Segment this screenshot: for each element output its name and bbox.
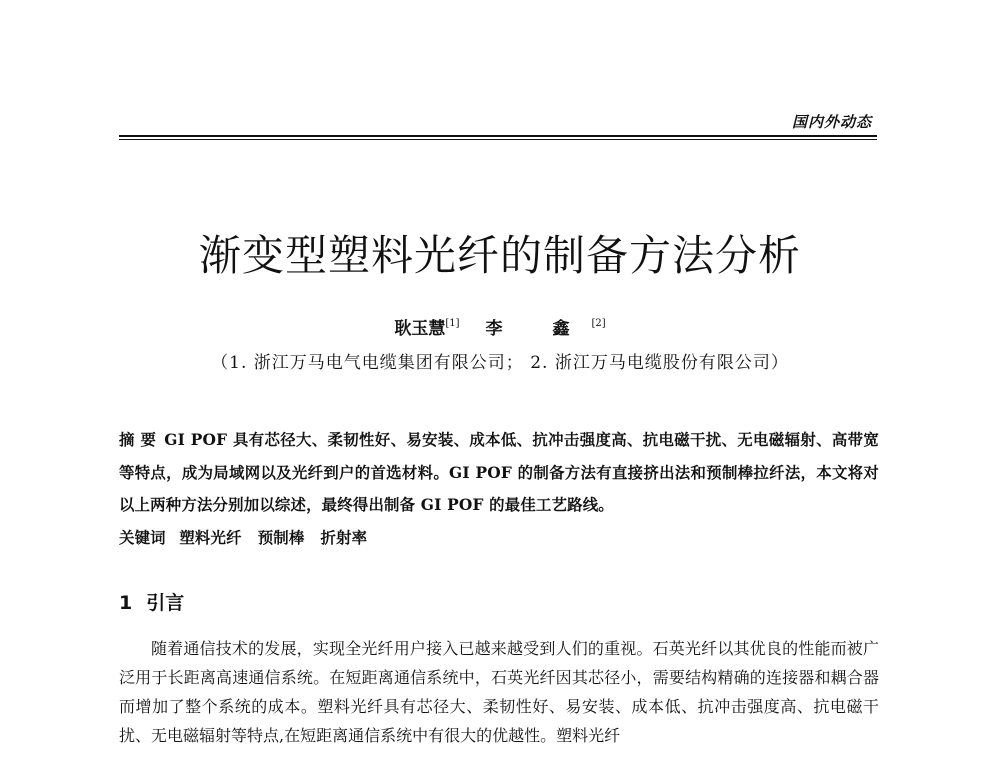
keyword: 预制棒 xyxy=(257,528,305,547)
header-rule xyxy=(119,135,877,140)
author-2: 李 鑫 xyxy=(485,319,592,339)
abstract xyxy=(119,424,879,522)
section-title: 引言 xyxy=(146,592,185,614)
keywords-label: 关键词 xyxy=(119,528,166,547)
section-heading xyxy=(119,588,184,615)
body-text-block xyxy=(119,634,879,750)
keyword: 折射率 xyxy=(320,528,368,547)
abstract-text: GI POF 具有芯径大、柔韧性好、易安装、成本低、抗冲击强度高、抗电磁干扰、无电磁辐射、高带宽等特点，成为局域网以及光纤到户的首选材料。GI POF 的制备方法有直接挤出法和预制棒拉纤法，本文将对以上两种方法分别加以综述，最终得出制备 GI POF 的最佳工艺路线。 xyxy=(119,431,879,515)
author-1-affil-mark: [1] xyxy=(445,318,460,329)
author-2-affil-mark: [2] xyxy=(591,318,606,329)
paper-title: 渐变型塑料光纤的制备方法分析 xyxy=(198,231,801,280)
section-number: 1 xyxy=(119,592,133,614)
affiliations: （1. 浙江万马电气电缆集团有限公司； 2. 浙江万马电缆股份有限公司） xyxy=(211,353,789,373)
abstract-block xyxy=(119,424,879,554)
abstract-label: 摘 要 xyxy=(119,431,157,449)
running-head: 国内外动态 xyxy=(791,113,872,131)
keyword: 塑料光纤 xyxy=(179,528,242,547)
keywords xyxy=(119,522,879,555)
author-line xyxy=(0,312,1000,341)
body-paragraph: 随着通信技术的发展，实现全光纤用户接入已越来越受到人们的重视。石英光纤以其优良的性能而被广泛用于长距离高速通信系统。在短距离通信系统中，石英光纤因其芯径小，需要结构精确的连接器和耦合器而增加了整个系统的成本。塑料光纤具有芯径大、柔韧性好、易安装、成本低、抗冲击强度高、抗电磁干扰、无电磁辐射等特点,在短距离通信系统中有很大的优越性。塑料光纤 xyxy=(119,639,879,745)
author-1: 耿玉慧 xyxy=(394,319,446,339)
